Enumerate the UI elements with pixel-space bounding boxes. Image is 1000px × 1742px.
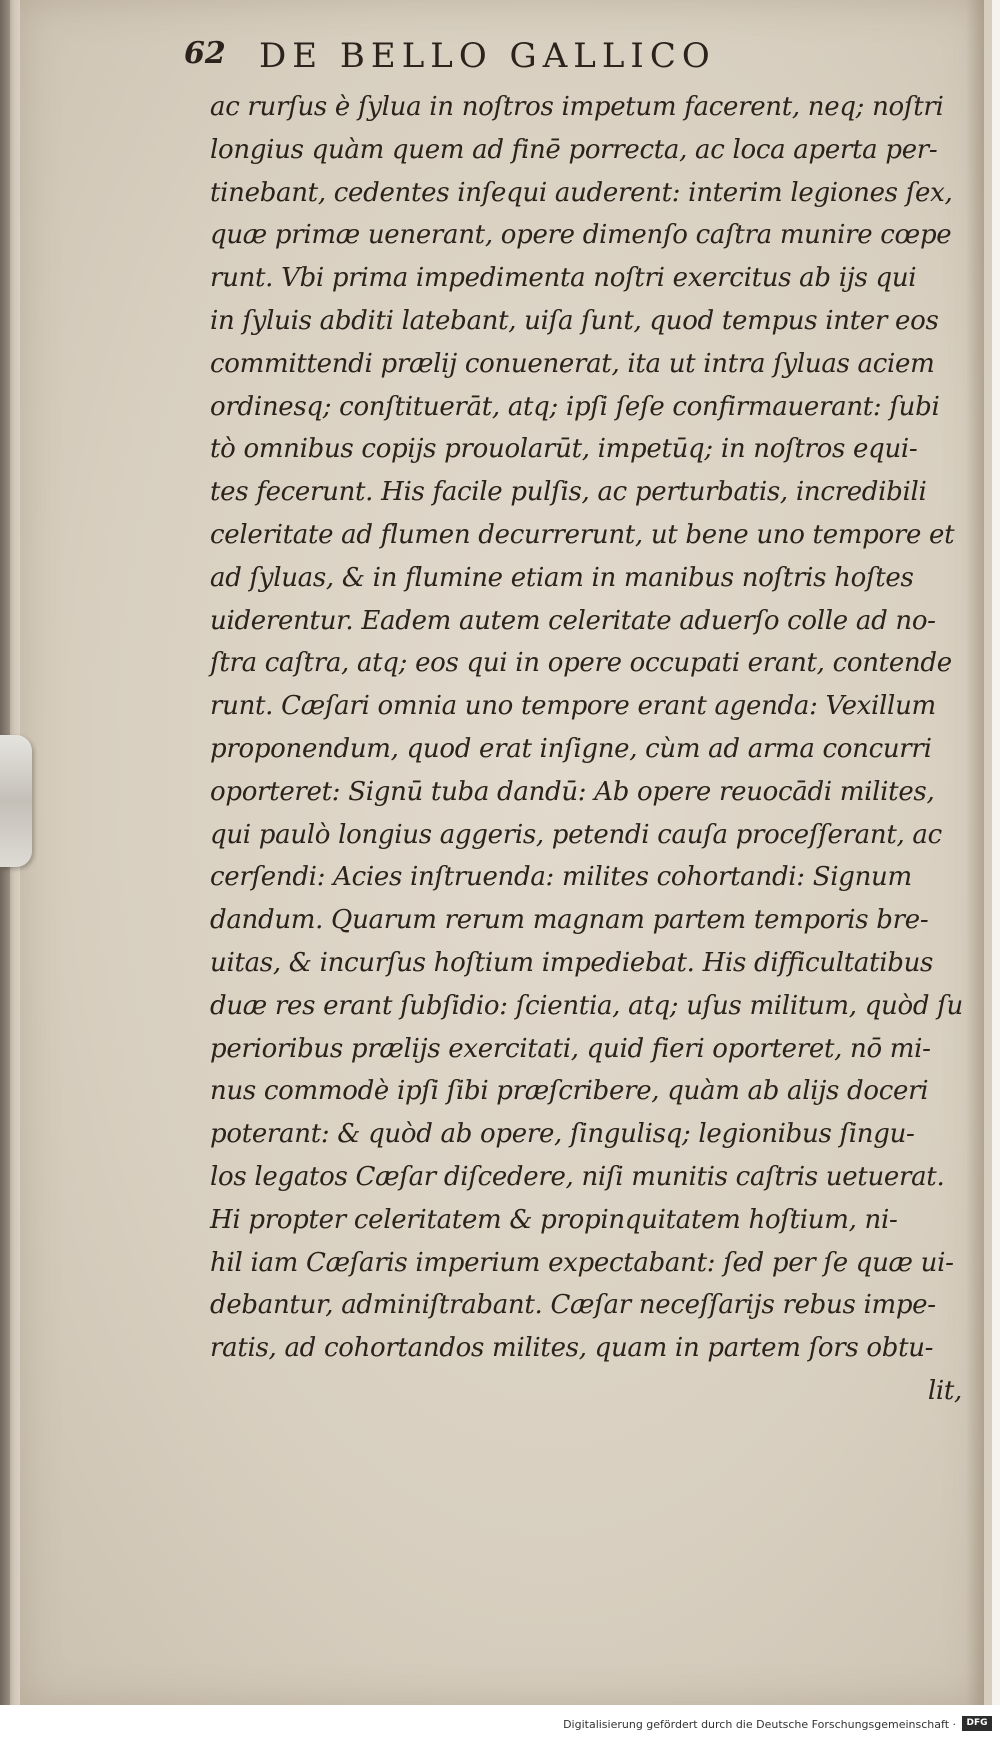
text-line: tinebant, cedentes inſequi auderent: interim legiones ſex,	[210, 177, 953, 208]
text-line: Hi propter celeritatem & propinquitatem hoſtium, ni-	[210, 1204, 898, 1235]
text-line: celeritate ad flumen decurrerunt, ut bene uno tempore et	[210, 519, 955, 550]
text-line: uitas, & incurſus hoſtium impediebat. His difficultatibus	[210, 947, 934, 978]
text-line: committendi prælij conuenerat, ita ut intra ſyluas aciem	[210, 348, 935, 379]
text-line: longius quàm quem ad finē porrecta, ac loca aperta per-	[210, 134, 938, 165]
page-text	[210, 86, 970, 1413]
text-line: poterant: & quòd ab opere, ſingulisq; legionibus ſingu-	[210, 1119, 915, 1150]
text-line: qui paulò longius aggeris, petendi cauſa proceſſerant, ac	[210, 819, 942, 850]
text-line: tes fecerunt. His facile pulſis, ac perturbatis, incredibili	[210, 477, 927, 508]
page-clip	[0, 735, 32, 867]
text-line: uiderentur. Eadem autem celeritate aduerſo colle ad no-	[210, 605, 936, 636]
text-line: nus commodè ipſi ſibi præſcribere, quàm ab alijs doceri	[210, 1076, 929, 1107]
text-line: hil iam Cæſaris imperium expectabant: ſed per ſe quæ ui-	[210, 1247, 954, 1278]
text-line: dandum. Quarum rerum magnam partem temporis bre-	[210, 905, 929, 936]
text-line: oporteret: Signū tuba dandū: Ab opere reuocādi milites,	[210, 776, 935, 807]
text-line: cerſendi: Acies inſtruenda: milites cohortandi: Signum	[210, 862, 912, 893]
book-page	[20, 0, 984, 1705]
text-line: ordinesq; conſtituerāt, atq; ipſi ſeſe confirmauerant: ſubi	[210, 391, 940, 422]
text-line: ac rurſus è ſylua in noſtros impetum facerent, neq; noſtri	[210, 92, 944, 122]
text-line: in ſyluis abditi latebant, uiſa ſunt, quod tempus inter eos	[210, 305, 939, 336]
text-line: quæ primæ uenerant, opere dimenſo caſtra munire cœpe	[210, 220, 952, 251]
digitization-footer	[0, 1705, 1000, 1742]
dfg-logo: DFG	[962, 1716, 992, 1731]
page-edge-shadow	[966, 0, 984, 1705]
text-line: debantur, adminiſtrabant. Cæſar neceſſarijs rebus impe-	[210, 1290, 936, 1321]
catchword: lit,	[927, 1375, 962, 1406]
text-line: ad ſyluas, & in flumine etiam in manibus noſtris hoſtes	[210, 562, 914, 593]
text-line: proponendum, quod erat inſigne, cùm ad arma concurri	[210, 733, 932, 764]
text-line: ſtra caſtra, atq; eos qui in opere occupati erant, contende	[210, 648, 952, 679]
page-number: 62	[184, 36, 226, 71]
text-line: ratis, ad cohortandos milites, quam in partem ſors obtu-	[210, 1333, 934, 1364]
running-head	[184, 36, 884, 80]
digitization-credit: Digitalisierung gefördert durch die Deutsche Forschungsgemeinschaft ·	[563, 1718, 956, 1731]
text-line: perioribus prælijs exercitati, quid fieri oporteret, nō mi-	[210, 1033, 931, 1064]
running-title: DE BELLO GALLICO	[259, 36, 716, 76]
text-line: runt. Vbi prima impedimenta noſtri exercitus ab ijs qui	[210, 263, 917, 294]
text-line: duæ res erant ſubſidio: ſcientia, atq; uſus militum, quòd ſu	[210, 990, 963, 1021]
text-line: tò omnibus copijs prouolarūt, impetūq; in noſtros equi-	[210, 434, 918, 465]
text-line: los legatos Cæſar diſcedere, niſi munitis caſtris uetuerat.	[210, 1161, 945, 1192]
text-line: runt. Cæſari omnia uno tempore erant agenda: Vexillum	[210, 691, 936, 722]
